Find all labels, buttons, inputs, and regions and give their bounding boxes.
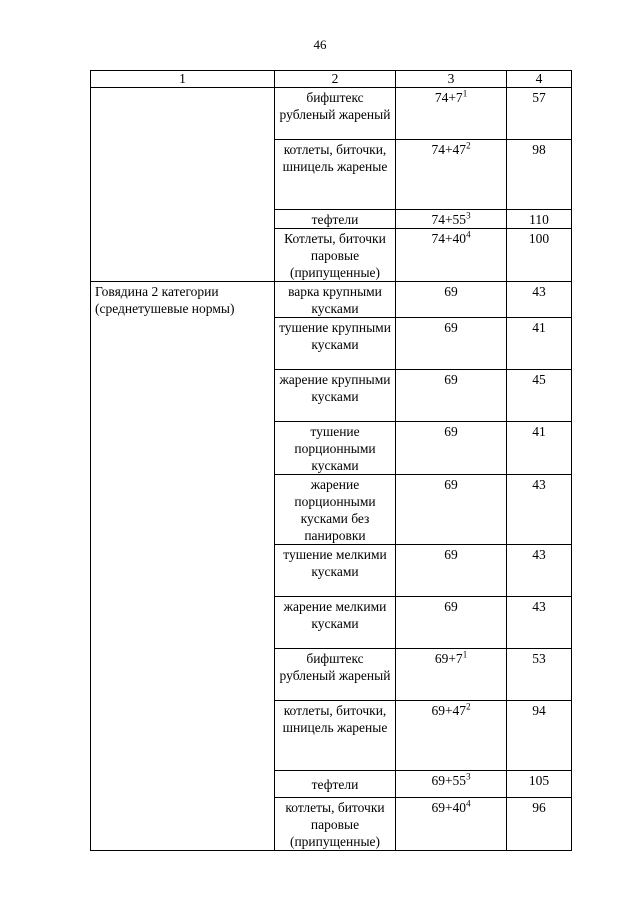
gross-weight: 69: [396, 370, 507, 422]
net-weight: 98: [507, 140, 572, 210]
net-weight: 43: [507, 545, 572, 597]
table-header-row: [91, 71, 572, 88]
gross-weight: 69: [396, 282, 507, 318]
dish-name: котлеты, биточки, шницель жареные: [275, 140, 396, 210]
dish-name: тушение мелкими кусками: [275, 545, 396, 597]
gross-weight: $69+7^1$: [396, 649, 507, 701]
net-weight: 53: [507, 649, 572, 701]
group-label-beef-category-2: Говядина 2 категории (среднетушевые нормы): [91, 282, 275, 851]
dish-name: жарение крупными кусками: [275, 370, 396, 422]
dish-name: жарение порционными кусками без панировки: [275, 475, 396, 545]
net-weight: 43: [507, 282, 572, 318]
net-weight: 96: [507, 798, 572, 851]
dish-name: тушение крупными кусками: [275, 318, 396, 370]
net-weight: 45: [507, 370, 572, 422]
dish-name: тефтели: [275, 210, 396, 229]
gross-weight: $74+7^1$: [396, 88, 507, 140]
net-weight: 94: [507, 701, 572, 771]
dish-name: котлеты, биточки, шницель жареные: [275, 701, 396, 771]
dish-name: жарение мелкими кусками: [275, 597, 396, 649]
table-row: [91, 282, 572, 318]
net-weight: 43: [507, 597, 572, 649]
dish-name: тефтели: [275, 771, 396, 798]
dish-name: Котлеты, биточки паровые (припущенные): [275, 229, 396, 282]
dish-name: варка крупными кусками: [275, 282, 396, 318]
group-label-continued: [91, 88, 275, 282]
net-weight: 43: [507, 475, 572, 545]
dish-name: котлеты, биточки паровые (припущенные): [275, 798, 396, 851]
gross-weight: 69: [396, 422, 507, 475]
header-col-2: 2: [275, 71, 396, 88]
gross-weight: $69+47^2$: [396, 701, 507, 771]
net-weight: 41: [507, 318, 572, 370]
header-col-1: 1: [91, 71, 275, 88]
dish-name: бифштекс рубленый жареный: [275, 88, 396, 140]
net-weight: 110: [507, 210, 572, 229]
header-col-4: 4: [507, 71, 572, 88]
gross-weight: 69: [396, 545, 507, 597]
gross-weight: $74+55^3$: [396, 210, 507, 229]
gross-weight: 69: [396, 597, 507, 649]
gross-weight: 69: [396, 475, 507, 545]
gross-weight: $69+55^3$: [396, 771, 507, 798]
header-col-3: 3: [396, 71, 507, 88]
gross-weight: $74+40^4$: [396, 229, 507, 282]
net-weight: 105: [507, 771, 572, 798]
dish-name: бифштекс рубленый жареный: [275, 649, 396, 701]
norms-table: [90, 70, 572, 851]
table-row: [91, 88, 572, 140]
net-weight: 100: [507, 229, 572, 282]
dish-name: тушение порционными кусками: [275, 422, 396, 475]
net-weight: 41: [507, 422, 572, 475]
gross-weight: $74+47^2$: [396, 140, 507, 210]
net-weight: 57: [507, 88, 572, 140]
gross-weight: 69: [396, 318, 507, 370]
page-number: 46: [313, 37, 327, 52]
gross-weight: $69+40^4$: [396, 798, 507, 851]
